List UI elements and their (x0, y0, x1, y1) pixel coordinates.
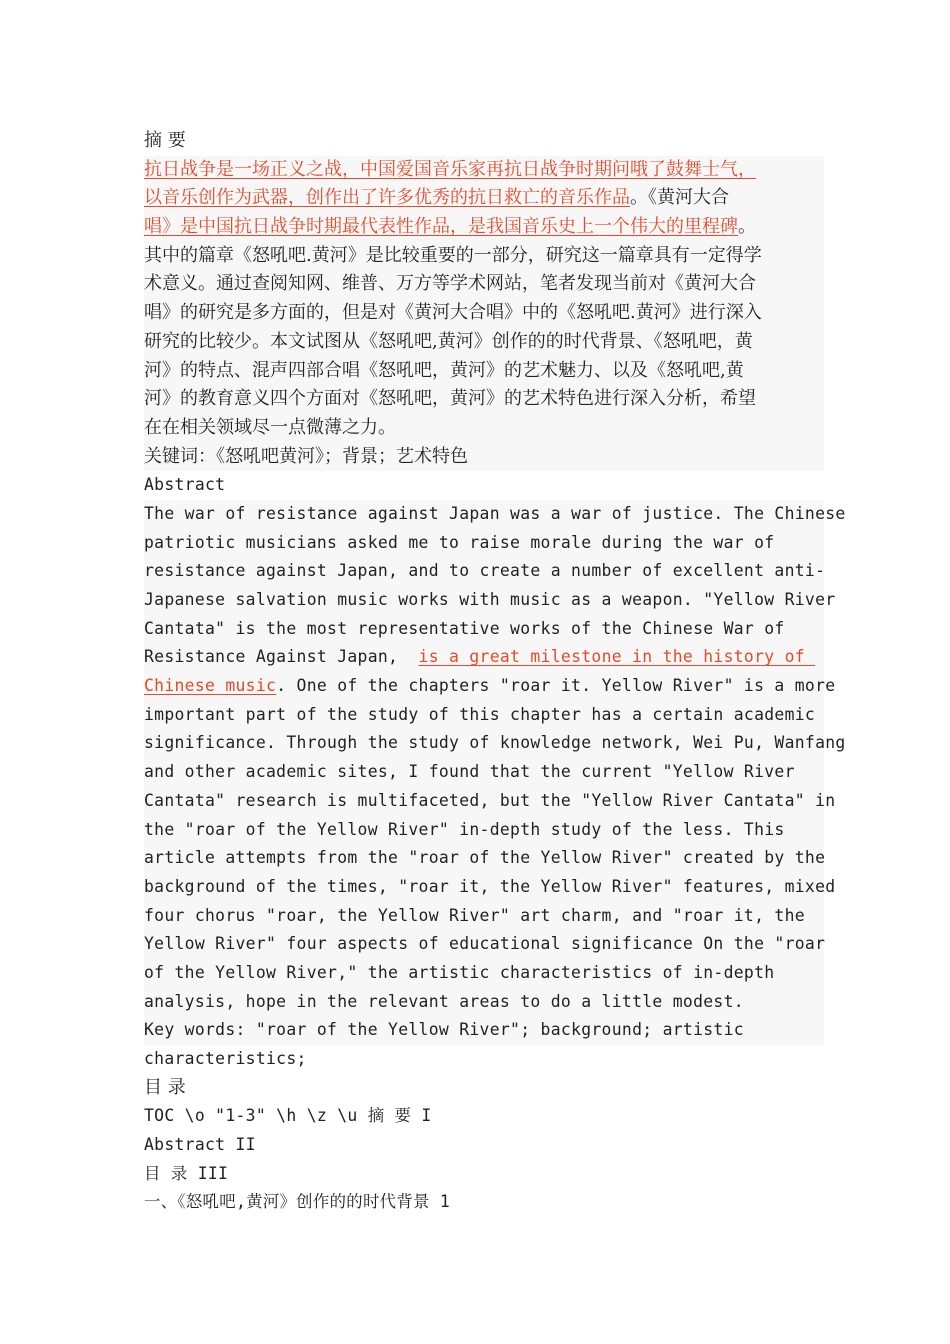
text-line (144, 328, 824, 357)
toc-list (144, 1102, 824, 1217)
toc-entry: Abstract II (144, 1135, 256, 1155)
toc-heading: 目 录 (144, 1076, 186, 1098)
text-segment: Yellow River" four aspects of educational significance On the "roar (144, 934, 826, 954)
text-line (144, 156, 824, 185)
text-line (144, 729, 846, 758)
text-segment: of the Yellow River," the artistic characteristics of in-depth (144, 962, 775, 982)
text-line (144, 242, 824, 271)
text-line (144, 873, 836, 902)
text-line (144, 557, 824, 586)
text-segment: 。《黄河大合 (630, 187, 729, 209)
text-line (144, 529, 824, 558)
text-line (144, 357, 824, 386)
text-line (144, 586, 836, 615)
text-segment: 。 (738, 216, 756, 238)
text-segment: 术意义。通过查阅知网、维普、万方等学术网站，笔者发现当前对《黄河大合 (144, 273, 756, 295)
abstract-cn-heading: 摘 要 (144, 130, 186, 151)
text-segment: Resistance Against Japan, (144, 647, 419, 667)
keywords-en-line: characteristics; (144, 1049, 307, 1068)
text-segment: . One of the chapters "roar it. Yellow River" is a more (276, 676, 836, 696)
highlighted-text: 唱》是中国抗日战争时期最代表性作品，是我国音乐史上一个伟大的里程碑 (144, 216, 738, 238)
text-line (144, 615, 824, 644)
text-line (144, 988, 824, 1017)
text-segment: 研究的比较少。本文试图从《怒吼吧,黄河》创作的的时代背景、《怒吼吧，黄 (144, 330, 753, 352)
text-line (144, 758, 824, 787)
text-line (144, 844, 824, 873)
keywords-en-line: Key words: "roar of the Yellow River"; background; artistic (144, 1016, 824, 1045)
text-segment: resistance against Japan, and to create a number of excellent anti- (144, 561, 826, 581)
highlighted-text: 抗日战争是一场正义之战，中国爱国音乐家再抗日战争时期问哦了鼓舞士气， (144, 158, 756, 180)
abstract-en-heading: Abstract (144, 475, 226, 495)
text-line (144, 500, 846, 529)
text-segment: 河》的特点、混声四部合唱《怒吼吧，黄河》的艺术魅力、以及《怒吼吧,黄 (144, 359, 744, 381)
text-segment: patriotic musicians asked me to raise morale during the war of (144, 532, 775, 552)
document-page (144, 127, 846, 1217)
text-segment: significance. Through the study of knowledge network, Wei Pu, Wanfang (144, 733, 846, 753)
text-segment: analysis, hope in the relevant areas to do a little modest. (144, 991, 744, 1011)
text-segment: background of the times, "roar it, the Yellow River" features, mixed (144, 876, 836, 896)
text-segment: the "roar of the Yellow River" in-depth study of the less. This (144, 819, 785, 839)
toc-entry: 一、《怒吼吧,黄河》创作的的时代背景 1 (144, 1192, 451, 1212)
text-segment: article attempts from the "roar of the Yellow River" created by the (144, 848, 826, 868)
highlighted-text: Chinese music (144, 676, 277, 696)
text-line (144, 299, 824, 328)
text-line (144, 959, 824, 988)
text-segment: 在在相关领域尽一点微薄之力。 (144, 416, 396, 438)
text-line (144, 787, 836, 816)
text-line (144, 213, 824, 242)
text-segment: four chorus "roar, the Yellow River" art charm, and "roar it, the (144, 905, 805, 925)
text-segment: 河》的教育意义四个方面对《怒吼吧，黄河》的艺术特色进行深入分析，希望 (144, 388, 756, 410)
text-segment: 其中的篇章《怒吼吧.黄河》是比较重要的一部分，研究这一篇章具有一定得学 (144, 244, 762, 266)
text-line (144, 672, 836, 701)
text-line (144, 902, 824, 931)
text-segment: The war of resistance against Japan was a war of justice. The Chinese (144, 503, 846, 523)
highlighted-text: 以音乐创作为武器，创作出了许多优秀的抗日救亡的音乐作品 (144, 187, 630, 209)
text-line (144, 701, 824, 730)
abstract-en-body (144, 500, 846, 1016)
text-line (144, 385, 824, 414)
keywords-cn: 关键词：《怒吼吧黄河》；背景；艺术特色 (144, 443, 824, 472)
text-line (144, 816, 824, 845)
text-line (144, 184, 824, 213)
text-segment: important part of the study of this chapter has a certain academic (144, 704, 816, 724)
text-line (144, 414, 824, 443)
text-segment: Cantata" research is multifaceted, but the "Yellow River Cantata" in (144, 790, 836, 810)
text-segment: Japanese salvation music works with music as a weapon. "Yellow River (144, 590, 836, 609)
text-line (144, 270, 824, 299)
toc-entry: 目 录 III (144, 1163, 229, 1183)
toc-entry: TOC \o "1-3" \h \z \u 摘 要 I (144, 1106, 432, 1126)
text-segment: and other academic sites, I found that the current "Yellow River (144, 762, 795, 782)
text-line (144, 930, 824, 959)
highlighted-text: is a great milestone in the history of (418, 647, 816, 667)
text-segment: Cantata" is the most representative works of the Chinese War of (144, 618, 785, 638)
text-line (144, 643, 824, 672)
abstract-cn-body (144, 156, 824, 443)
text-segment: 唱》的研究是多方面的，但是对《黄河大合唱》中的《怒吼吧.黄河》进行深入 (144, 302, 762, 324)
